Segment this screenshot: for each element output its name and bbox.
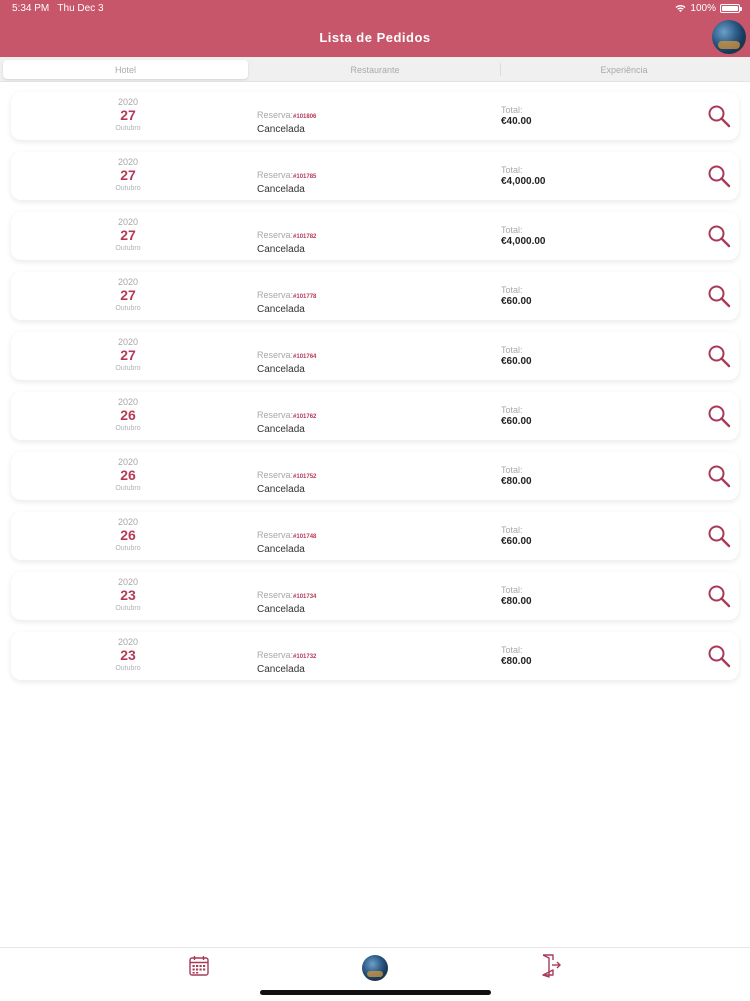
order-status: Cancelada xyxy=(257,664,305,675)
order-day: 27 xyxy=(120,227,136,243)
total-label: Total: xyxy=(501,585,523,595)
total-value: €60.00 xyxy=(501,296,532,307)
order-status: Cancelada xyxy=(257,604,305,615)
order-card[interactable] xyxy=(11,92,739,140)
order-status: Cancelada xyxy=(257,424,305,435)
order-day: 27 xyxy=(120,287,136,303)
total-value: €60.00 xyxy=(501,416,532,427)
search-icon[interactable] xyxy=(707,104,731,128)
order-total xyxy=(501,105,532,127)
order-month: Outubro xyxy=(115,245,141,252)
order-day: 26 xyxy=(120,467,136,483)
order-card[interactable] xyxy=(11,332,739,380)
total-value: €4,000.00 xyxy=(501,236,546,247)
order-total xyxy=(501,345,532,367)
total-label: Total: xyxy=(501,165,523,175)
reservation-number: #101764 xyxy=(293,354,317,360)
status-time xyxy=(12,3,104,14)
order-card[interactable] xyxy=(11,392,739,440)
reservation-number: #101734 xyxy=(293,594,317,600)
reservation-label: Reserva: xyxy=(257,230,294,240)
order-year: 2020 xyxy=(117,457,139,467)
order-month: Outubro xyxy=(115,545,141,552)
order-year: 2020 xyxy=(117,277,139,287)
order-card[interactable] xyxy=(11,512,739,560)
order-day: 26 xyxy=(120,407,136,423)
reservation-label: Reserva: xyxy=(257,290,294,300)
reservation-label: Reserva: xyxy=(257,470,294,480)
order-year: 2020 xyxy=(117,637,139,647)
wifi-icon xyxy=(675,4,686,13)
category-tabs xyxy=(0,57,750,82)
order-card[interactable] xyxy=(11,452,739,500)
reservation-number: #101732 xyxy=(293,654,317,660)
order-month: Outubro xyxy=(115,665,141,672)
order-date xyxy=(98,637,158,673)
total-label: Total: xyxy=(501,225,523,235)
reservation-number: #101778 xyxy=(293,294,317,300)
order-reservation xyxy=(257,525,316,555)
total-label: Total: xyxy=(501,465,523,475)
order-total xyxy=(501,465,532,487)
avatar[interactable] xyxy=(712,20,746,54)
search-icon[interactable] xyxy=(707,584,731,608)
order-year: 2020 xyxy=(117,157,139,167)
search-icon[interactable] xyxy=(707,644,731,668)
reservation-label: Reserva: xyxy=(257,170,294,180)
order-month: Outubro xyxy=(115,605,141,612)
total-value: €60.00 xyxy=(501,536,532,547)
order-status: Cancelada xyxy=(257,544,305,555)
order-total xyxy=(501,225,546,247)
order-year: 2020 xyxy=(117,577,139,587)
status-clock: 5:34 PM xyxy=(12,3,50,14)
order-day: 27 xyxy=(120,167,136,183)
reservation-number: #101762 xyxy=(293,414,317,420)
order-month: Outubro xyxy=(115,485,141,492)
order-year: 2020 xyxy=(117,517,139,527)
orders-list xyxy=(11,92,739,692)
total-label: Total: xyxy=(501,345,523,355)
order-day: 27 xyxy=(120,347,136,363)
order-date xyxy=(98,157,158,193)
order-day: 26 xyxy=(120,527,136,543)
calendar-icon[interactable] xyxy=(186,953,212,979)
order-total xyxy=(501,405,532,427)
order-status: Cancelada xyxy=(257,364,305,375)
order-month: Outubro xyxy=(115,125,141,132)
order-reservation xyxy=(257,285,316,315)
order-date xyxy=(98,97,158,133)
search-icon[interactable] xyxy=(707,344,731,368)
total-label: Total: xyxy=(501,645,523,655)
tab-hotel[interactable]: Hotel xyxy=(3,60,248,79)
order-card[interactable] xyxy=(11,572,739,620)
order-date xyxy=(98,577,158,613)
reservation-label: Reserva: xyxy=(257,350,294,360)
order-status: Cancelada xyxy=(257,184,305,195)
order-reservation xyxy=(257,585,316,615)
order-status: Cancelada xyxy=(257,484,305,495)
order-total xyxy=(501,585,532,607)
order-reservation xyxy=(257,645,316,675)
order-card[interactable] xyxy=(11,212,739,260)
order-reservation xyxy=(257,405,316,435)
search-icon[interactable] xyxy=(707,164,731,188)
app-header xyxy=(0,0,750,57)
reservation-label: Reserva: xyxy=(257,590,294,600)
reservation-number: #101785 xyxy=(293,174,317,180)
battery-icon xyxy=(720,4,740,13)
order-reservation xyxy=(257,165,316,195)
order-day: 27 xyxy=(120,107,136,123)
order-date xyxy=(98,277,158,313)
order-date xyxy=(98,337,158,373)
order-month: Outubro xyxy=(115,185,141,192)
status-date: Thu Dec 3 xyxy=(57,3,104,14)
total-value: €80.00 xyxy=(501,476,532,487)
total-value: €40.00 xyxy=(501,116,532,127)
order-reservation xyxy=(257,345,316,375)
order-status: Cancelada xyxy=(257,244,305,255)
reservation-label: Reserva: xyxy=(257,650,294,660)
battery-percent: 100% xyxy=(690,3,716,14)
tab-experiencia[interactable]: Experiência xyxy=(600,64,648,75)
order-card[interactable] xyxy=(11,152,739,200)
order-total xyxy=(501,165,546,187)
reservation-label: Reserva: xyxy=(257,410,294,420)
tab-restaurante[interactable]: Restaurante xyxy=(350,64,400,75)
total-value: €60.00 xyxy=(501,356,532,367)
total-value: €80.00 xyxy=(501,656,532,667)
profile-avatar[interactable] xyxy=(362,955,388,981)
home-indicator[interactable] xyxy=(260,990,491,995)
order-date xyxy=(98,457,158,493)
order-card[interactable] xyxy=(11,272,739,320)
order-status: Cancelada xyxy=(257,124,305,135)
search-icon[interactable] xyxy=(707,224,731,248)
order-year: 2020 xyxy=(117,337,139,347)
total-value: €4,000.00 xyxy=(501,176,546,187)
order-year: 2020 xyxy=(117,397,139,407)
total-value: €80.00 xyxy=(501,596,532,607)
order-reservation xyxy=(257,465,316,495)
total-label: Total: xyxy=(501,105,523,115)
total-label: Total: xyxy=(501,285,523,295)
order-total xyxy=(501,285,532,307)
reservation-number: #101782 xyxy=(293,234,317,240)
order-month: Outubro xyxy=(115,425,141,432)
order-day: 23 xyxy=(120,647,136,663)
order-day: 23 xyxy=(120,587,136,603)
order-year: 2020 xyxy=(117,97,139,107)
search-icon[interactable] xyxy=(707,524,731,548)
reservation-number: #101806 xyxy=(293,114,317,120)
total-label: Total: xyxy=(501,525,523,535)
search-icon[interactable] xyxy=(707,284,731,308)
search-icon[interactable] xyxy=(707,404,731,428)
logout-icon[interactable] xyxy=(538,952,564,978)
reservation-label: Reserva: xyxy=(257,110,294,120)
order-reservation xyxy=(257,105,316,135)
order-card[interactable] xyxy=(11,632,739,680)
order-date xyxy=(98,397,158,433)
order-date xyxy=(98,517,158,553)
total-label: Total: xyxy=(501,405,523,415)
reservation-number: #101752 xyxy=(293,474,317,480)
status-indicators xyxy=(675,3,740,14)
order-year: 2020 xyxy=(117,217,139,227)
order-total xyxy=(501,525,532,547)
order-month: Outubro xyxy=(115,365,141,372)
reservation-number: #101748 xyxy=(293,534,317,540)
page-title: Lista de Pedidos xyxy=(319,30,431,45)
order-date xyxy=(98,217,158,253)
search-icon[interactable] xyxy=(707,464,731,488)
order-month: Outubro xyxy=(115,305,141,312)
reservation-label: Reserva: xyxy=(257,530,294,540)
order-reservation xyxy=(257,225,316,255)
order-total xyxy=(501,645,532,667)
order-status: Cancelada xyxy=(257,304,305,315)
